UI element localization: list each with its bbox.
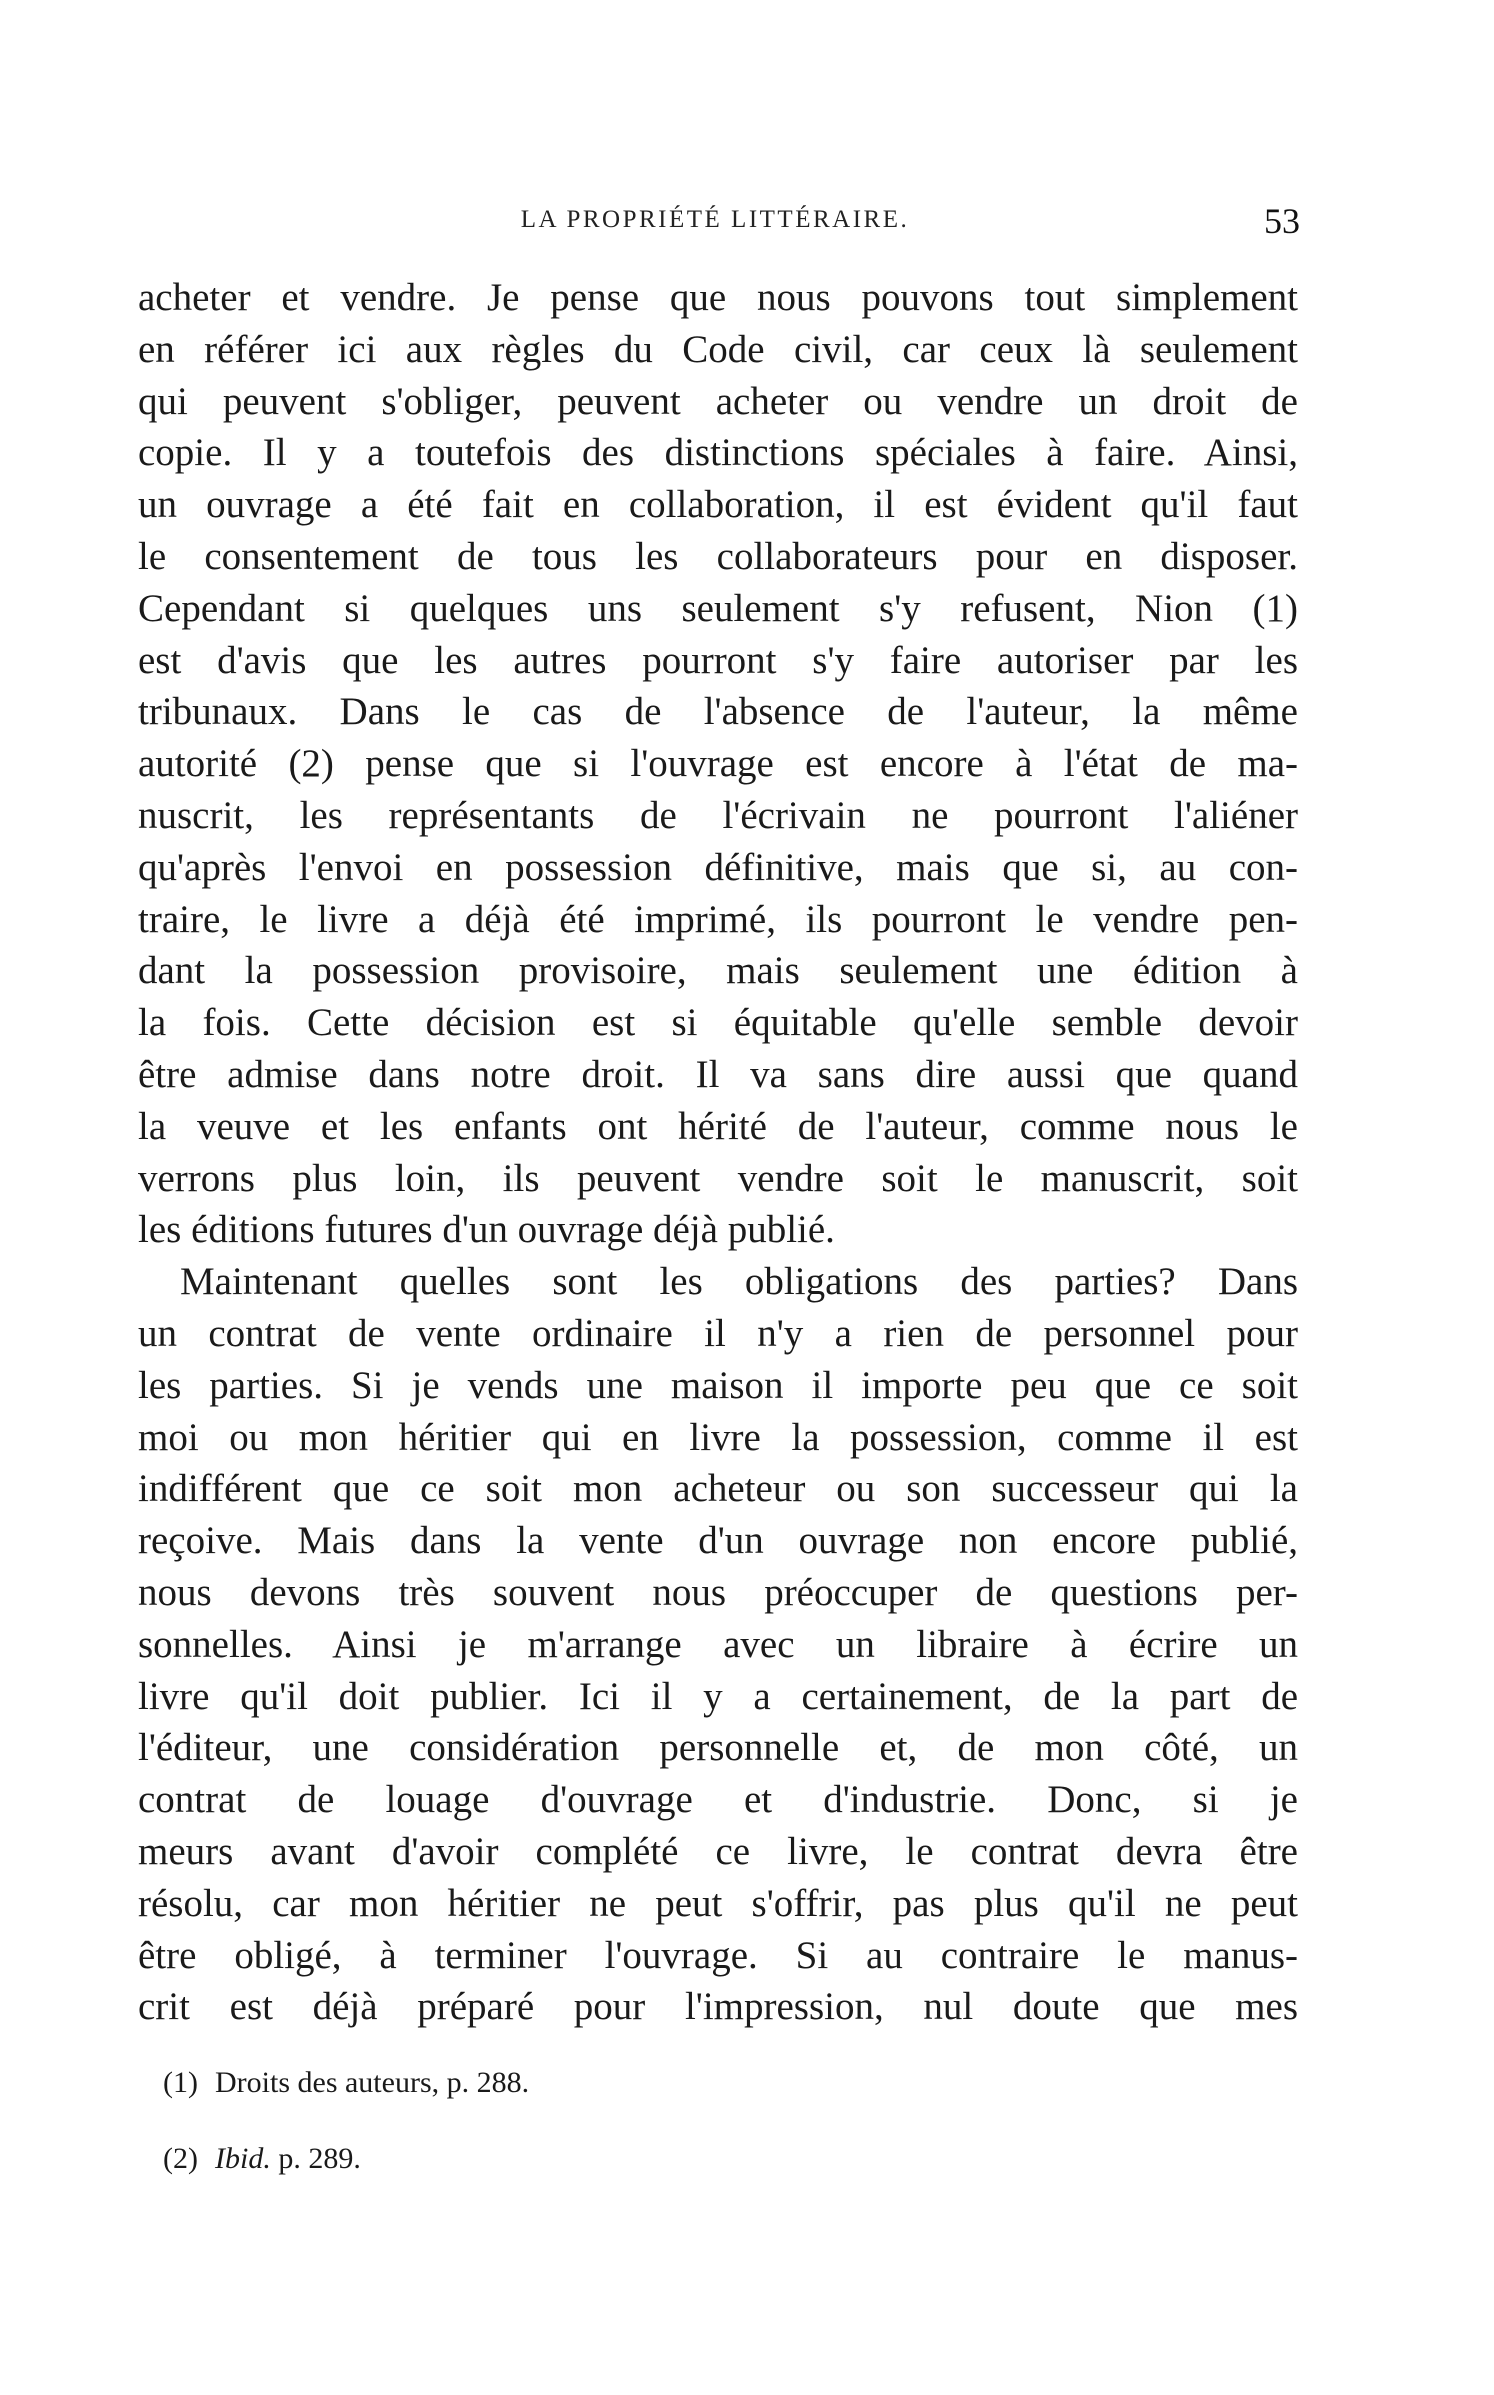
text-line: les parties. Si je vends une maison il importe peu que ce soit: [138, 1363, 1298, 1407]
text-line: être obligé, à terminer l'ouvrage. Si au contraire le manus-: [138, 1933, 1298, 1977]
text-line: crit est déjà préparé pour l'impression, nul doute que mes: [138, 1985, 1298, 2029]
text-line: reçoive. Mais dans la vente d'un ouvrage non encore publié,: [138, 1519, 1298, 1563]
text-line: contrat de louage d'ouvrage et d'industrie. Donc, si je: [138, 1778, 1298, 1822]
text-line: nuscrit, les représentants de l'écrivain ne pourront l'aliéner: [138, 793, 1298, 837]
footnotes: [163, 2062, 1063, 2214]
text-line: est d'avis que les autres pourront s'y faire autoriser par les: [138, 638, 1298, 682]
text-line: la fois. Cette décision est si équitable qu'elle semble devoir: [138, 1001, 1298, 1045]
text-line: indifférent que ce soit mon acheteur ou son successeur qui la: [138, 1467, 1298, 1511]
footnote-text: p. 289.: [270, 2142, 361, 2175]
footnote-marker: (2): [163, 2142, 198, 2175]
running-header: [130, 200, 1300, 250]
text-line: le consentement de tous les collaborateurs pour en disposer.: [138, 534, 1298, 578]
text-line: autorité (2) pense que si l'ouvrage est encore à l'état de ma-: [138, 742, 1298, 786]
text-line: être admise dans notre droit. Il va sans dire aussi que quand: [138, 1052, 1298, 1096]
text-line: qui peuvent s'obliger, peuvent acheter ou vendre un droit de: [138, 379, 1298, 423]
text-line: copie. Il y a toutefois des distinctions spéciales à faire. Ainsi,: [138, 431, 1298, 475]
text-line: un ouvrage a été fait en collaboration, il est évident qu'il faut: [138, 483, 1298, 527]
text-line: résolu, car mon héritier ne peut s'offrir, pas plus qu'il ne peut: [138, 1881, 1298, 1925]
text-line-paragraph-start: Maintenant quelles sont les obligations des parties? Dans: [180, 1260, 1298, 1304]
text-line: qu'après l'envoi en possession définitive, mais que si, au con-: [138, 845, 1298, 889]
text-line: la veuve et les enfants ont hérité de l'auteur, comme nous le: [138, 1104, 1298, 1148]
text-line: acheter et vendre. Je pense que nous pouvons tout simplement: [138, 276, 1298, 319]
footnote-marker: (1): [163, 2066, 198, 2099]
text-line: dant la possession provisoire, mais seulement une édition à: [138, 949, 1298, 993]
text-line: Cependant si quelques uns seulement s'y refusent, Nion (1): [138, 586, 1298, 630]
text-line: moi ou mon héritier qui en livre la possession, comme il est: [138, 1415, 1298, 1459]
text-line: tribunaux. Dans le cas de l'absence de l'auteur, la même: [138, 690, 1298, 734]
text-line: livre qu'il doit publier. Ici il y a certainement, de la part de: [138, 1674, 1298, 1718]
text-line: nous devons très souvent nous préoccuper de questions per-: [138, 1570, 1298, 1614]
text-line: un contrat de vente ordinaire il n'y a rien de personnel pour: [138, 1311, 1298, 1355]
text-line-paragraph-end: les éditions futures d'un ouvrage déjà publié.: [138, 1208, 835, 1252]
text-line: en référer ici aux règles du Code civil, car ceux là seulement: [138, 327, 1298, 371]
footnote-1: [163, 2062, 1063, 2104]
footnote-2: [163, 2138, 1063, 2180]
footnote-text: Droits des auteurs, p. 288.: [215, 2066, 530, 2099]
footnote-italic: Ibid.: [215, 2142, 271, 2175]
text-line: sonnelles. Ainsi je m'arrange avec un libraire à écrire un: [138, 1622, 1298, 1666]
text-line: l'éditeur, une considération personnelle et, de mon côté, un: [138, 1726, 1298, 1770]
text-line: verrons plus loin, ils peuvent vendre soit le manuscrit, soit: [138, 1156, 1298, 1200]
text-line: traire, le livre a déjà été imprimé, ils pourront le vendre pen-: [138, 897, 1298, 941]
page-number: 53: [1264, 201, 1300, 241]
text-line: meurs avant d'avoir complété ce livre, le contrat devra être: [138, 1829, 1298, 1873]
running-title: LA PROPRIÉTÉ LITTÉRAIRE.: [520, 206, 910, 233]
body-text: [138, 272, 1298, 2033]
